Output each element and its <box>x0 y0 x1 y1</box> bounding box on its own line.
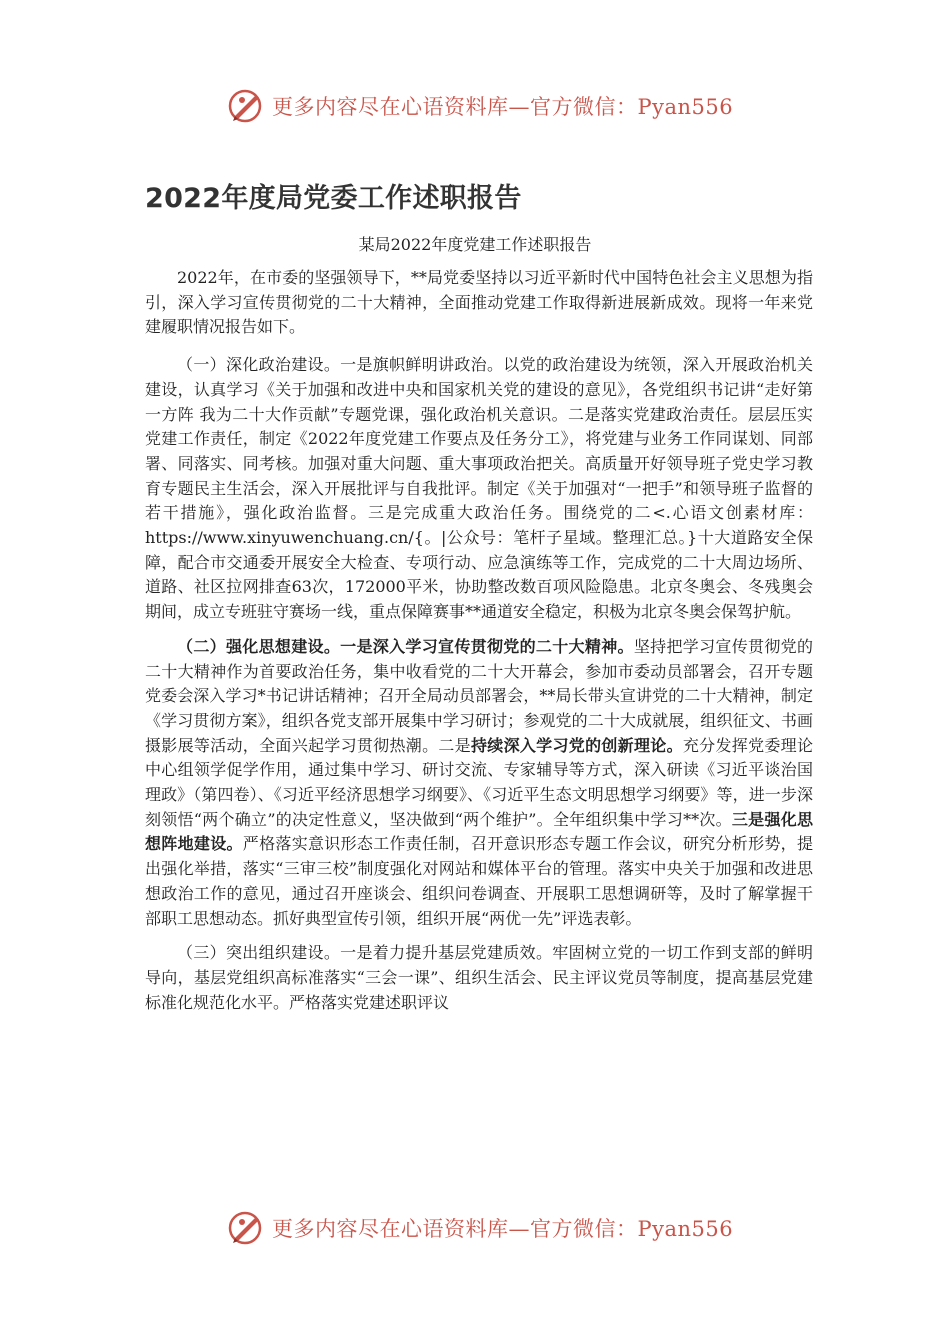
section-2-heading-2: 持续深入学习党的创新理论。 <box>470 735 683 755</box>
section-1-paragraph: （一）深化政治建设。一是旗帜鲜明讲政治。以党的政治建设为统领，深入开展政治机关建设，认真学习《关于加强和改进中央和国家机关党的建设的意见》，各党组织书记讲“走好第一方阵 我为二十大作贡献”专题党课，强化政治机关意识。二是落实党建政治责任。层层压实党建工作责任，制定《2022年度党建工作要点及任务分工》，将党建与业务工作同谋划、同部署、同落实、同考核。加强对重大问题、重大事项政治把关。高质量开好领导班子党史学习教育专题民主生活会，深入开展批评与自我批评。制定《关于加强对“一把手”和领导班子监督的若干措施》，强化政治监督。三是完成重大政治任务。围绕党的二<.心语文创素材库：https://www.xinyuwenchuang.cn/{。|公众号：笔杆子星域。整理汇总。}十大道路安全保障，配合市交通委开展安全大检查、专项行动、应急演练等工作，完成党的二十大周边场所、道路、社区拉网排查63次，172000平米，协助整改数百项风险隐患。北京冬奥会、冬残奥会期间，成立专班驻守赛场一线，重点保障赛事**通道安全稳定，积极为北京冬奥会保驾护航。 <box>145 355 813 622</box>
document-subtitle: 某局2022年度党建工作述职报告 <box>358 235 592 254</box>
section-3-paragraph: （三）突出组织建设。一是着力提升基层党建质效。牢固树立党的一切工作到支部的鲜明导向，基层党组织高标准落实“三会一课”、组织生活会、民主评议党员等制度，提高基层党建标准化规范化水平。严格落实党建述职评议 <box>145 943 813 1012</box>
pen-logo-icon <box>226 1208 266 1248</box>
document-body <box>145 266 813 1025</box>
pen-logo-icon <box>226 86 266 126</box>
section-2-paragraph: （二）强化思想建设。一是深入学习宣传贯彻党的二十大精神。坚持把学习宣传贯彻党的二十大精神作为首要政治任务，集中收看党的二十大开幕会，参加市委动员部署会，召开专题党委会深入学习*书记讲话精神；召开全局动员部署会，**局长带头宣讲党的二十大精神，制定《学习贯彻方案》，组织各党支部开展集中学习研讨；参观党的二十大成就展，组织征文、书画摄影展等活动，全面兴起学习贯彻热潮。二是持续深入学习党的创新理论。充分发挥党委理论中心组领学促学作用，通过集中学习、研讨交流、专家辅导等方式，深入研读《习近平谈治国理政》（第四卷）、《习近平经济思想学习纲要》、《习近平生态文明思想学习纲要》等，进一步深刻领悟“两个确立”的决定性意义，坚决做到“两个维护”。全年组织集中学习**次。三是强化思想阵地建设。严格落实意识形态工作责任制，召开意识形态专题工作会议，研究分析形势，提出强化举措，落实“三审三校”制度强化对网站和媒体平台的管理。落实中央关于加强和改进思想政治工作的意见，通过召开座谈会、组织问卷调查、开展职工思想调研等，及时了解掌握干部职工思想动态。抓好典型宣传引领，组织开展“两优一先”评选表彰。 <box>145 636 813 928</box>
banner-text: 更多内容尽在心语资料库—官方微信：Pyan556 <box>272 1217 734 1241</box>
document-title: 2022年度局党委工作述职报告 <box>145 183 522 214</box>
intro-paragraph: 2022年，在市委的坚强领导下，**局党委坚持以习近平新时代中国特色社会主义思想为指引，深入学习宣传贯彻党的二十大精神，全面推动党建工作取得新进展新成效。现将一年来党建履职情况报告如下。 <box>145 268 813 337</box>
header-banner <box>226 84 734 128</box>
footer-banner <box>226 1206 734 1250</box>
section-2-heading-3: 三是强化思想阵地建设。 <box>145 809 813 854</box>
banner-text: 更多内容尽在心语资料库—官方微信：Pyan556 <box>272 95 734 119</box>
section-2-heading: （二）强化思想建设。一是深入学习宣传贯彻党的二十大精神。 <box>177 636 634 656</box>
